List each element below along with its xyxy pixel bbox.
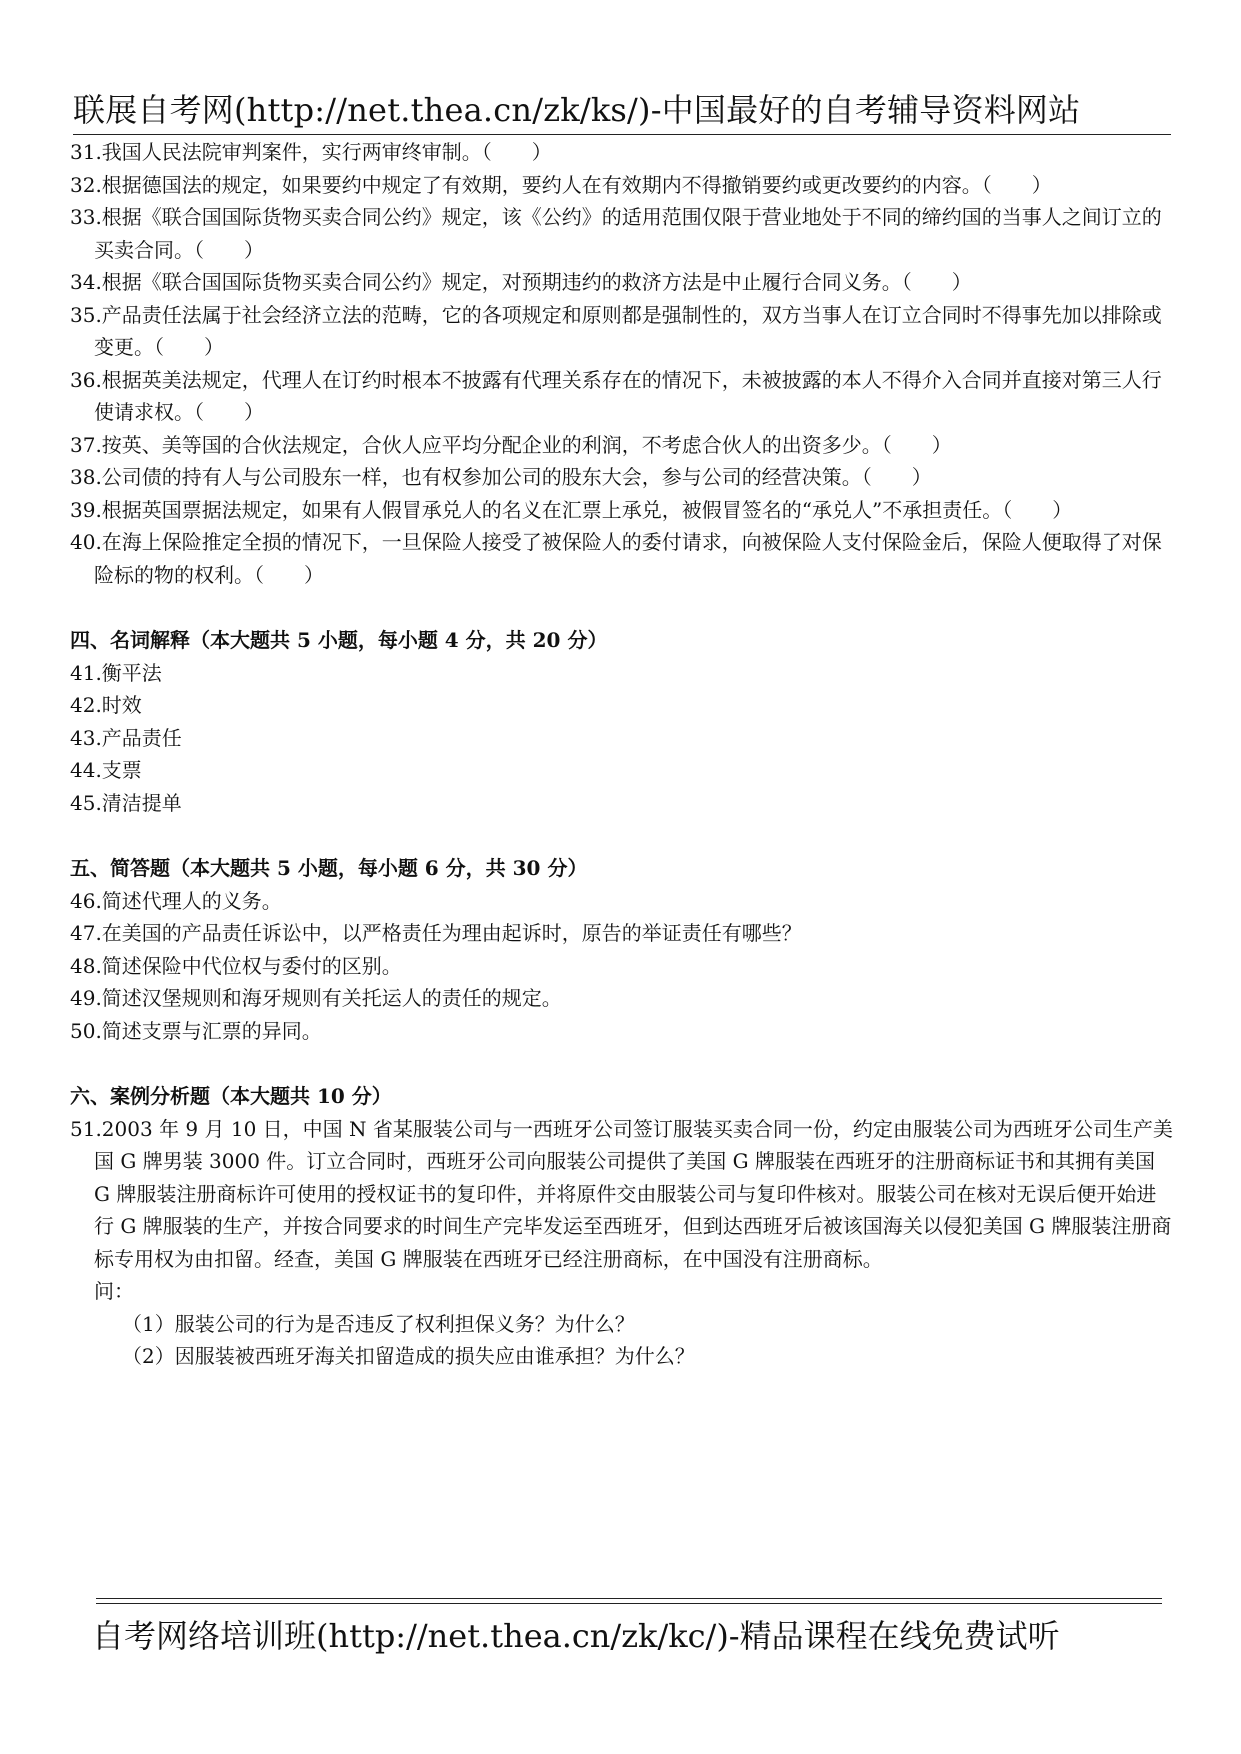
question-35: 35.产品责任法属于社会经济立法的范畴，它的各项规定和原则都是强制性的，双方当事人在订立合同时不得事先加以排除或变更。（ ）	[70, 302, 1162, 359]
question-42: 42.时效	[70, 693, 142, 717]
question-39: 39.根据英国票据法规定，如果有人假冒承兑人的名义在汇票上承兑，被假冒签名的“承兑人”不承担责任。（ ）	[70, 497, 1073, 522]
section-short-answer	[70, 852, 1175, 1047]
question-47: 47.在美国的产品责任诉讼中，以严格责任为理由起诉时，原告的举证责任有哪些？	[70, 921, 802, 945]
case-question-label: 问：	[94, 1279, 134, 1303]
question-41: 41.衡平法	[70, 660, 162, 685]
case-text: 51.2003 年 9 月 10 日，中国 N 省某服装公司与一西班牙公司签订服装买卖合同一份，约定由服装公司为西班牙公司生产美国 G 牌男装 3000 件。订立合同时，西班牙公司向服装公司提供了美国 G 牌服装在西班牙的注册商标证书和其拥有美国 G 牌服装注册商标许可使用的授权证书的复印件，并将原件交由服装公司与复印件核对。服装公司在核对无误后便开始进行 G 牌服装的生产，并按合同要求的时间生产完毕发运至西班牙，但到达西班牙后被该国海关以侵犯美国 G 牌服装注册商标专用权为由扣留。经查，美国 G 牌服装在西班牙已经注册商标，在中国没有注册商标。	[70, 1116, 1173, 1271]
section-heading: 五、简答题（本大题共 5 小题，每小题 6 分，共 30 分）	[70, 856, 588, 880]
section-term-definitions	[70, 624, 1175, 819]
question-31: 31.我国人民法院审判案件，实行两审终审制。（ ）	[70, 140, 552, 164]
section-heading: 四、名词解释（本大题共 5 小题，每小题 4 分，共 20 分）	[70, 628, 608, 652]
question-43: 43.产品责任	[70, 725, 182, 750]
question-50: 50.简述支票与汇票的异同。	[70, 1018, 322, 1043]
case-question-2: （2）因服装被西班牙海关扣留造成的损失应由谁承担？为什么？	[122, 1344, 695, 1368]
question-49: 49.简述汉堡规则和海牙规则有关托运人的责任的规定。	[70, 986, 562, 1010]
exam-content	[70, 136, 1175, 1373]
question-37: 37.按英、美等国的合伙法规定，合伙人应平均分配企业的利润，不考虑合伙人的出资多少。（ ）	[70, 432, 952, 457]
section-gap	[70, 1047, 1175, 1080]
question-33: 33.根据《联合国国际货物买卖合同公约》规定，该《公约》的适用范围仅限于营业地处于不同的缔约国的当事人之间订立的买卖合同。（ ）	[70, 205, 1162, 262]
question-48: 48.简述保险中代位权与委付的区别。	[70, 953, 402, 978]
question-32: 32.根据德国法的规定，如果要约中规定了有效期，要约人在有效期内不得撤销要约或更改要约的内容。（ ）	[70, 172, 1052, 197]
footer-divider	[96, 1598, 1162, 1604]
section-case-analysis	[70, 1080, 1175, 1373]
question-46: 46.简述代理人的义务。	[70, 888, 282, 913]
judgment-question-list	[70, 136, 1175, 591]
section-gap	[70, 819, 1175, 852]
question-34: 34.根据《联合国国际货物买卖合同公约》规定，对预期违约的救济方法是中止履行合同义务。（ ）	[70, 270, 972, 294]
section-heading: 六、案例分析题（本大题共 10 分）	[70, 1084, 392, 1108]
question-40: 40.在海上保险推定全损的情况下，一旦保险人接受了被保险人的委付请求，向被保险人支付保险金后，保险人便取得了对保险标的物的权利。（ ）	[70, 530, 1162, 587]
question-38: 38.公司债的持有人与公司股东一样，也有权参加公司的股东大会，参与公司的经营决策。（ ）	[70, 465, 932, 489]
question-44: 44.支票	[70, 758, 142, 782]
question-45: 45.清洁提单	[70, 790, 182, 815]
question-36: 36.根据英美法规定，代理人在订约时根本不披露有代理关系存在的情况下，未被披露的本人不得介入合同并直接对第三人行使请求权。（ ）	[70, 367, 1162, 424]
case-question-1: （1）服装公司的行为是否违反了权利担保义务？为什么？	[122, 1311, 635, 1336]
page-header-title: 联展自考网(http://net.thea.cn/zk/ks/)-中国最好的自考辅导资料网站	[73, 91, 1081, 129]
section-gap	[70, 591, 1175, 624]
header-divider	[73, 134, 1171, 135]
page-footer-text: 自考网络培训班(http://net.thea.cn/zk/kc/)-精品课程在线免费试听	[92, 1617, 1060, 1655]
